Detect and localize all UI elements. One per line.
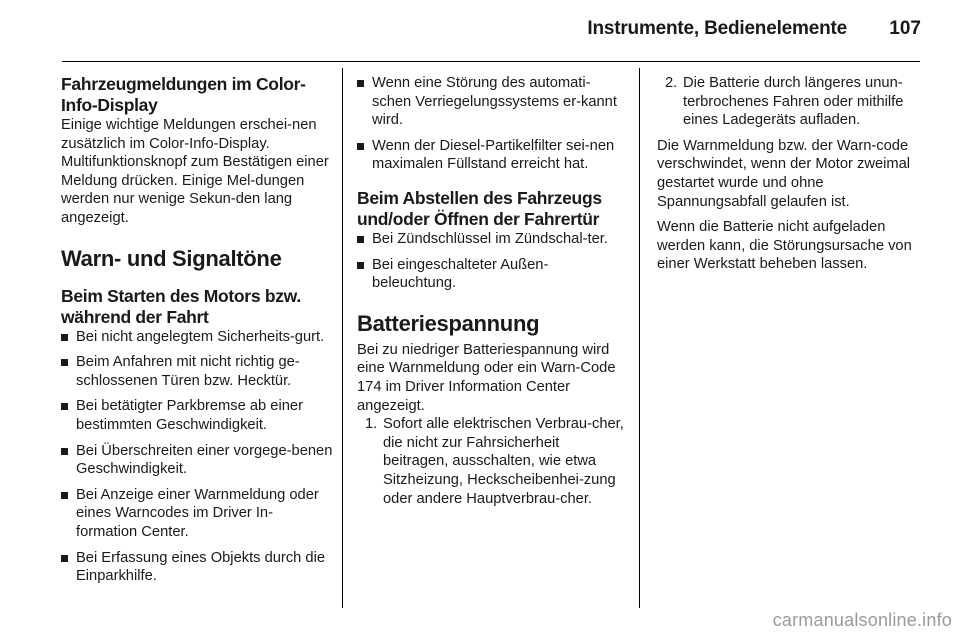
list-item: Beim Anfahren mit nicht richtig ge-schlossenen Türen bzw. Hecktür. (61, 353, 333, 390)
running-header-title: Instrumente, Bedienelemente (587, 18, 847, 39)
paragraph-vehicle-messages: Einige wichtige Meldungen erschei-nen zusätzlich im Color-Info-Display. Multifunktionsknopf zum Bestätigen einer Meldung drücken. Einige Mel-dungen werden nur wenige Sekun-den lang angezeigt. (61, 117, 329, 226)
list-item: Wenn der Diesel-Partikelfilter sei-nen maximalen Füllstand erreicht hat. (357, 137, 627, 174)
column-2 (357, 74, 627, 614)
column-3 (657, 74, 925, 614)
bullet-list-continued (357, 74, 627, 174)
column-1 (61, 74, 333, 614)
bullet-list-engine-start (61, 328, 333, 586)
list-item: Bei Überschreiten einer vorgege-benen Geschwindigkeit. (61, 442, 333, 479)
column-divider-left (342, 68, 343, 608)
list-item: Bei eingeschalteter Außen-beleuchtung. (357, 256, 627, 293)
numbered-steps-continued (657, 74, 925, 130)
section-heading-engine-start: Beim Starten des Motors bzw. während der Fahrt (61, 285, 301, 327)
step-number: 1. (365, 416, 378, 433)
list-item: Bei Anzeige einer Warnmeldung oder eines Warncodes im Driver In-formation Center. (61, 486, 333, 542)
list-item: Bei Erfassung eines Objekts durch die Einparkhilfe. (61, 549, 333, 586)
list-item: Bei Zündschlüssel im Zündschal-ter. (357, 230, 627, 249)
step-item (657, 74, 925, 130)
watermark: carmanualsonline.info (772, 610, 952, 630)
numbered-steps (357, 415, 627, 508)
header-rule (62, 61, 920, 62)
column-divider-right (639, 68, 640, 608)
paragraph-warning-clears: Die Warnmeldung bzw. der Warn-code verschwindet, wenn der Motor zweimal gestartet wurde und ohne Spannungsabfall gelaufen ist. (657, 137, 911, 210)
list-item: Wenn eine Störung des automati-schen Verriegelungssystems er-kannt wird. (357, 74, 627, 130)
paragraph-workshop: Wenn die Batterie nicht aufgeladen werden kann, die Störungsursache von einer Werkstatt beheben lassen. (657, 219, 912, 273)
chapter-heading-battery-voltage: Batteriespannung (357, 310, 540, 336)
section-heading-vehicle-off: Beim Abstellen des Fahrzeugs und/oder Öffnen der Fahrertür (357, 187, 602, 229)
step-text: Die Batterie durch längeres unun-terbrochenes Fahren oder mithilfe eines Ladegeräts aufladen. (683, 75, 904, 129)
step-number: 2. (665, 75, 678, 91)
chapter-heading-warning-tones: Warn- und Signaltöne (61, 245, 282, 271)
section-heading-vehicle-messages: Fahrzeugmeldungen im Color-Info-Display (61, 74, 306, 115)
page-number: 107 (889, 18, 921, 39)
bullet-list-vehicle-off (357, 230, 627, 293)
list-item: Bei nicht angelegtem Sicherheits-gurt. (61, 328, 333, 347)
paragraph-battery-voltage: Bei zu niedriger Batteriespannung wird eine Warnmeldung oder ein Warn-Code 174 im Driver Information Center angezeigt. (357, 341, 616, 414)
list-item: Bei betätigter Parkbremse ab einer bestimmten Geschwindigkeit. (61, 397, 333, 434)
step-text: Sofort alle elektrischen Verbrau-cher, die nicht zur Fahrsicherheit beitragen, ausschalten, wie etwa Sitzheizung, Heckscheibenhei-zung oder andere Hauptverbrau-cher. (383, 416, 624, 507)
step-item (357, 415, 627, 508)
